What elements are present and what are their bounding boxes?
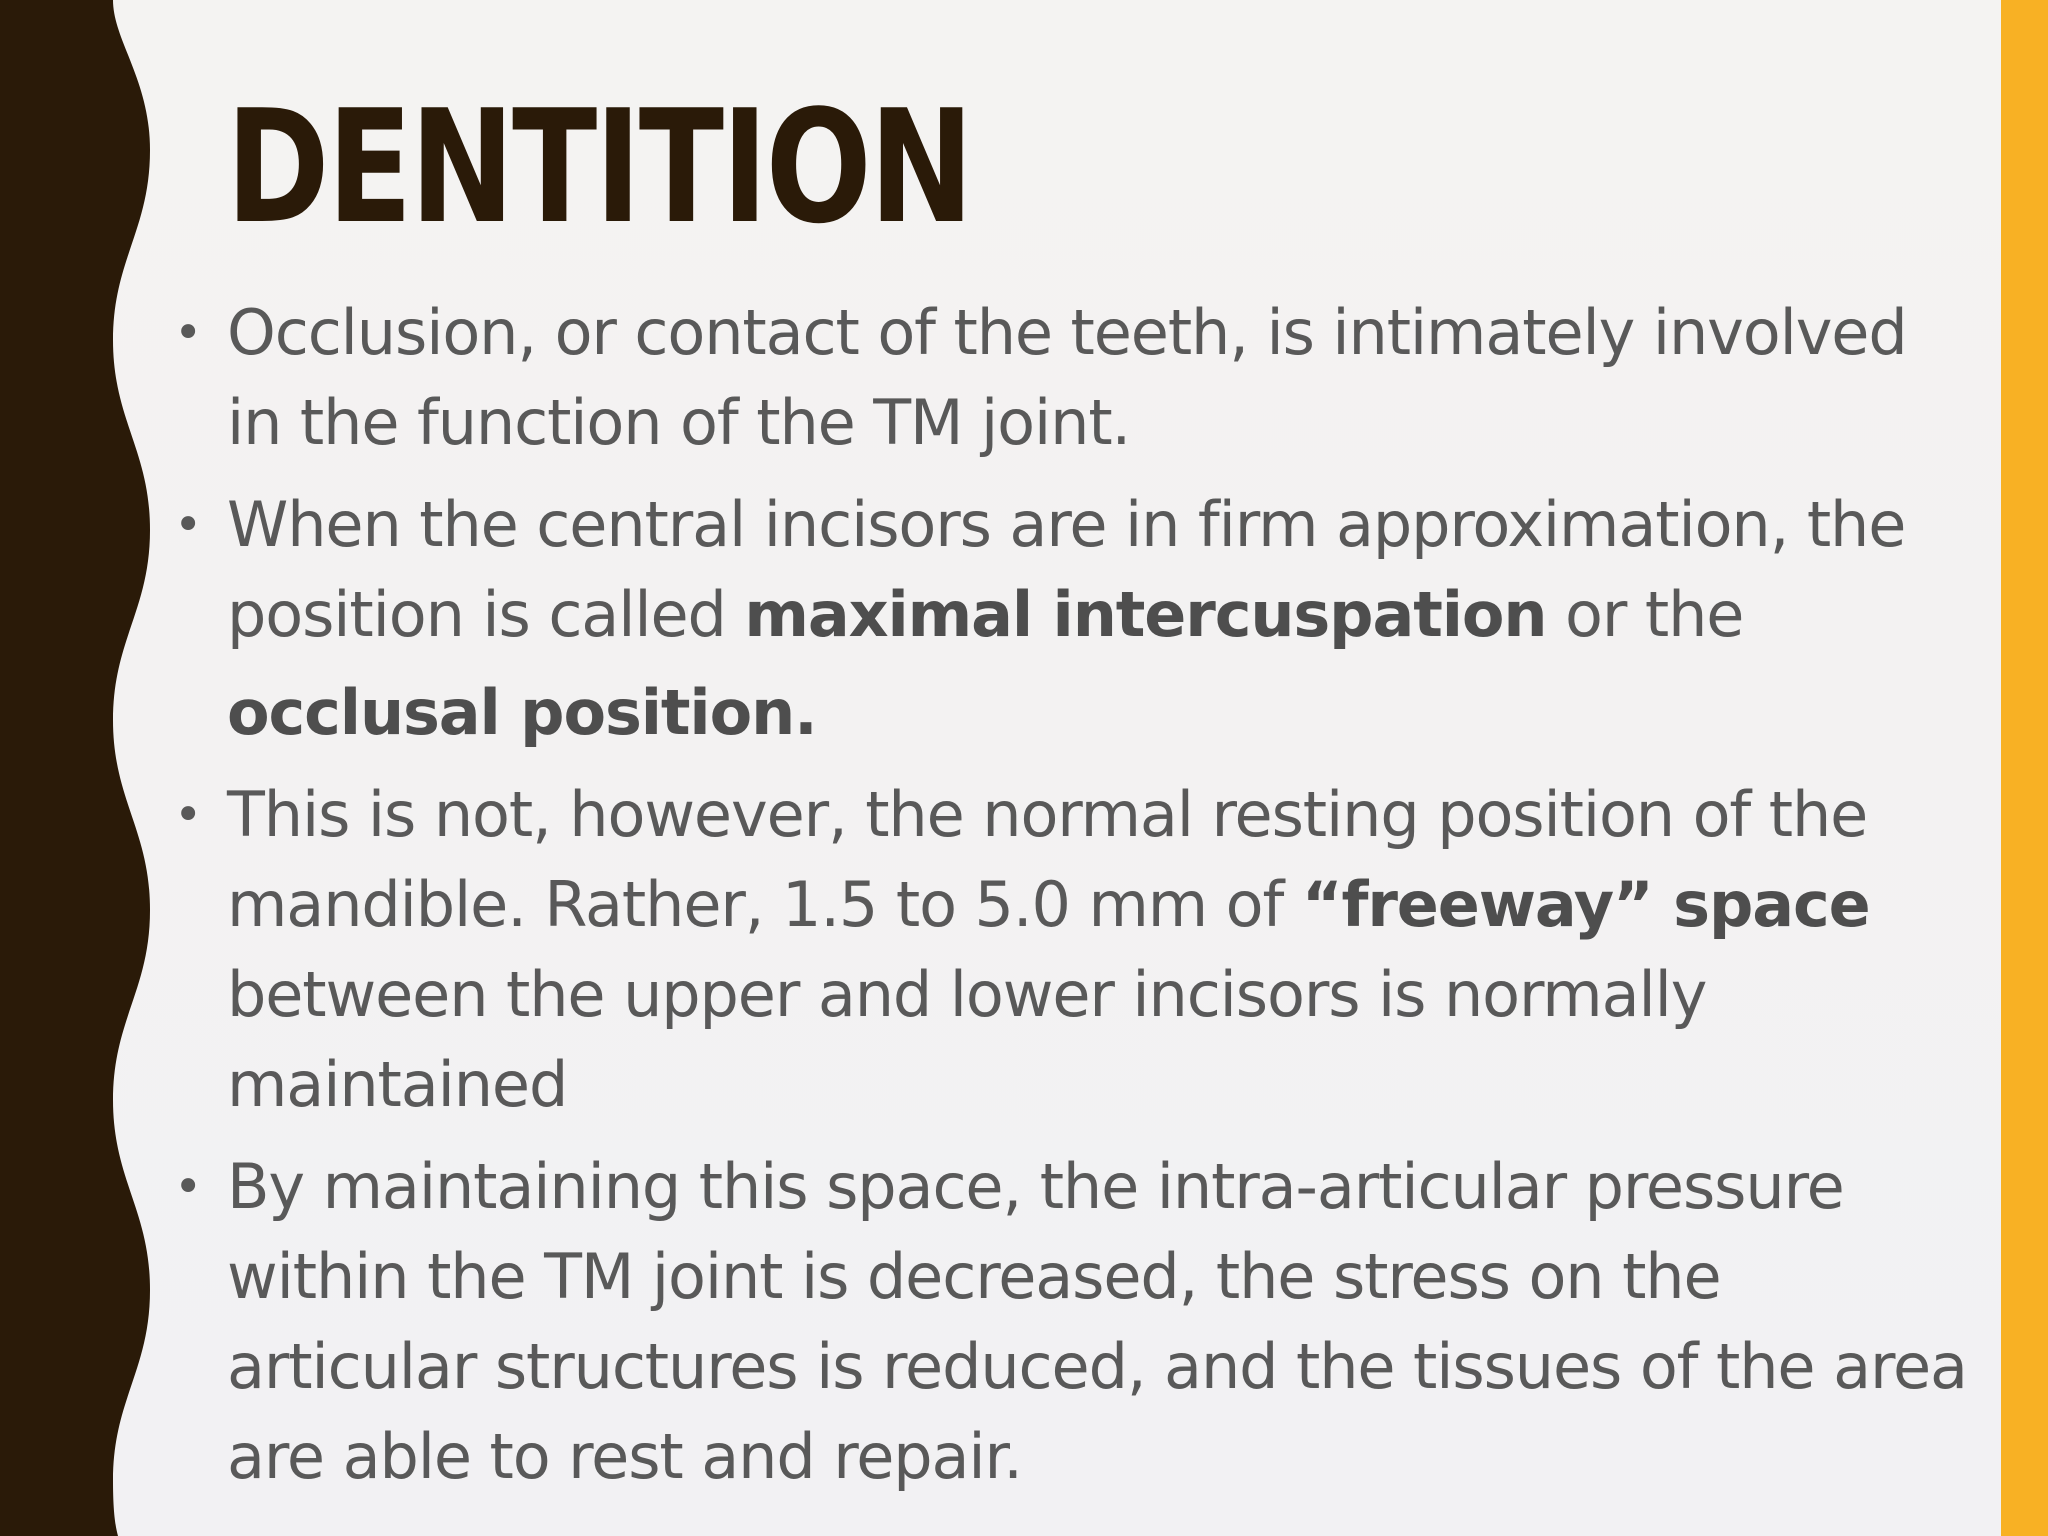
- wave-shape: [0, 0, 150, 1536]
- left-wave-band: [0, 0, 170, 1536]
- bold-term: maximal intercuspation: [744, 578, 1547, 651]
- bold-term: “freeway” space: [1301, 868, 1870, 941]
- bullet-item: [170, 1142, 1970, 1502]
- bullet-item: [170, 480, 1970, 758]
- bullet-dot-icon: •: [174, 787, 202, 843]
- bullet-dot-icon: •: [174, 305, 202, 361]
- bullet-text: By maintaining this space, the intra-articular pressure within the TM joint is decreased, the stress on the articular structures is reduced, and the tissues of the area are able to rest and repair.: [227, 1150, 1967, 1493]
- slide-title: DENTITION: [226, 76, 972, 258]
- right-accent-bar: [2001, 0, 2048, 1536]
- bullet-text: This is not, however, the normal resting position of the mandible. Rather, 1.5 to 5.0 mm of: [227, 778, 1868, 941]
- bullet-item: [170, 288, 1970, 468]
- bullet-text: between the upper and lower incisors is normally maintained: [227, 958, 1707, 1121]
- bullet-dot-icon: •: [174, 497, 202, 553]
- bullet-text: Occlusion, or contact of the teeth, is intimately involved in the function of the TM joint.: [227, 296, 1907, 459]
- bullet-text: When the central incisors are in firm approximation, the position is called: [227, 488, 1906, 651]
- bullet-list: [170, 288, 1970, 1514]
- bold-term: occlusal position.: [227, 676, 817, 749]
- bullet-dot-icon: •: [174, 1159, 202, 1215]
- bullet-text: or the: [1546, 578, 1744, 651]
- bullet-item: [170, 770, 1970, 1130]
